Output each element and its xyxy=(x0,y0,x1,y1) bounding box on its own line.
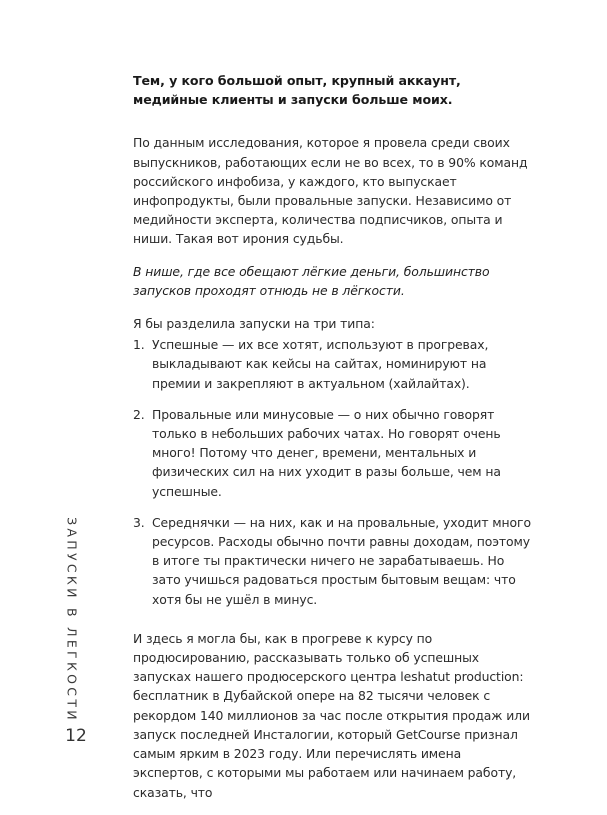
launch-types-list xyxy=(133,335,533,609)
lead-paragraph: Тем, у кого большой опыт, крупный аккаунт, медийные клиенты и запуски больше моих. xyxy=(133,73,461,108)
list-item xyxy=(133,335,533,393)
list-item xyxy=(133,405,533,501)
production-paragraph: И здесь я могла бы, как в прогреве к курсу по продюсированию, рассказывать только об успешных запусках нашего продюсерского центра leshatut production: бесплатник в Дубайской опере на 82 тысячи человек с рекордом 140 миллионов за час после открытия продаж или запуск последней Инсталогии, который GetCourse признал самым ярким в 2023 году. Или перечислять имена экспертов, с которыми мы работаем или начинаем работу, сказать, что xyxy=(133,630,530,800)
list-intro: Я бы разделила запуски на три типа: xyxy=(133,316,375,332)
emphasis-paragraph: В нише, где все обещают лёгкие деньги, большинство запусков проходят отнюдь не в лёгкости. xyxy=(133,263,490,298)
research-paragraph: По данным исследования, которое я провела среди своих выпускников, работающих если не во всех, то в 90% команд российского инфобиза, у каждого, кто выпускает инфопродукты, были провальные запуски. Независимо от медийности эксперта, количества подписчиков, опыта и ниши. Такая вот ирония судьбы. xyxy=(133,135,528,247)
list-item-number: 2. xyxy=(133,406,145,422)
page-content xyxy=(133,71,533,815)
list-item xyxy=(133,513,533,609)
list-item-number: 3. xyxy=(133,514,145,530)
list-item-number: 1. xyxy=(133,337,145,353)
running-title-text: ЗАПУСКИ В ЛЕГКОСТИ xyxy=(64,517,80,723)
page-number: 12 xyxy=(65,726,87,746)
list-item-text: Успешные — их все хотят, используют в прогревах, выкладывают как кейсы на сайтах, номинируют на премии и закрепляют в актуальном (хайлайтах). xyxy=(152,337,489,391)
list-item-text: Середнячки — на них, как и на провальные, уходит много ресурсов. Расходы обычно почти равны доходам, поэтому в итоге ты практически ничего не зарабатываешь. Но зато учишься радоваться простым бытовым вещам: что хотя бы не ушёл в минус. xyxy=(152,514,531,607)
list-item-text: Провальные или минусовые — о них обычно говорят только в небольших рабочих чатах. Но говорят очень много! Потому что денег, времени, ментальных и физических сил на них уходит в разы больше, чем на успешные. xyxy=(152,406,501,499)
running-title xyxy=(60,517,84,723)
